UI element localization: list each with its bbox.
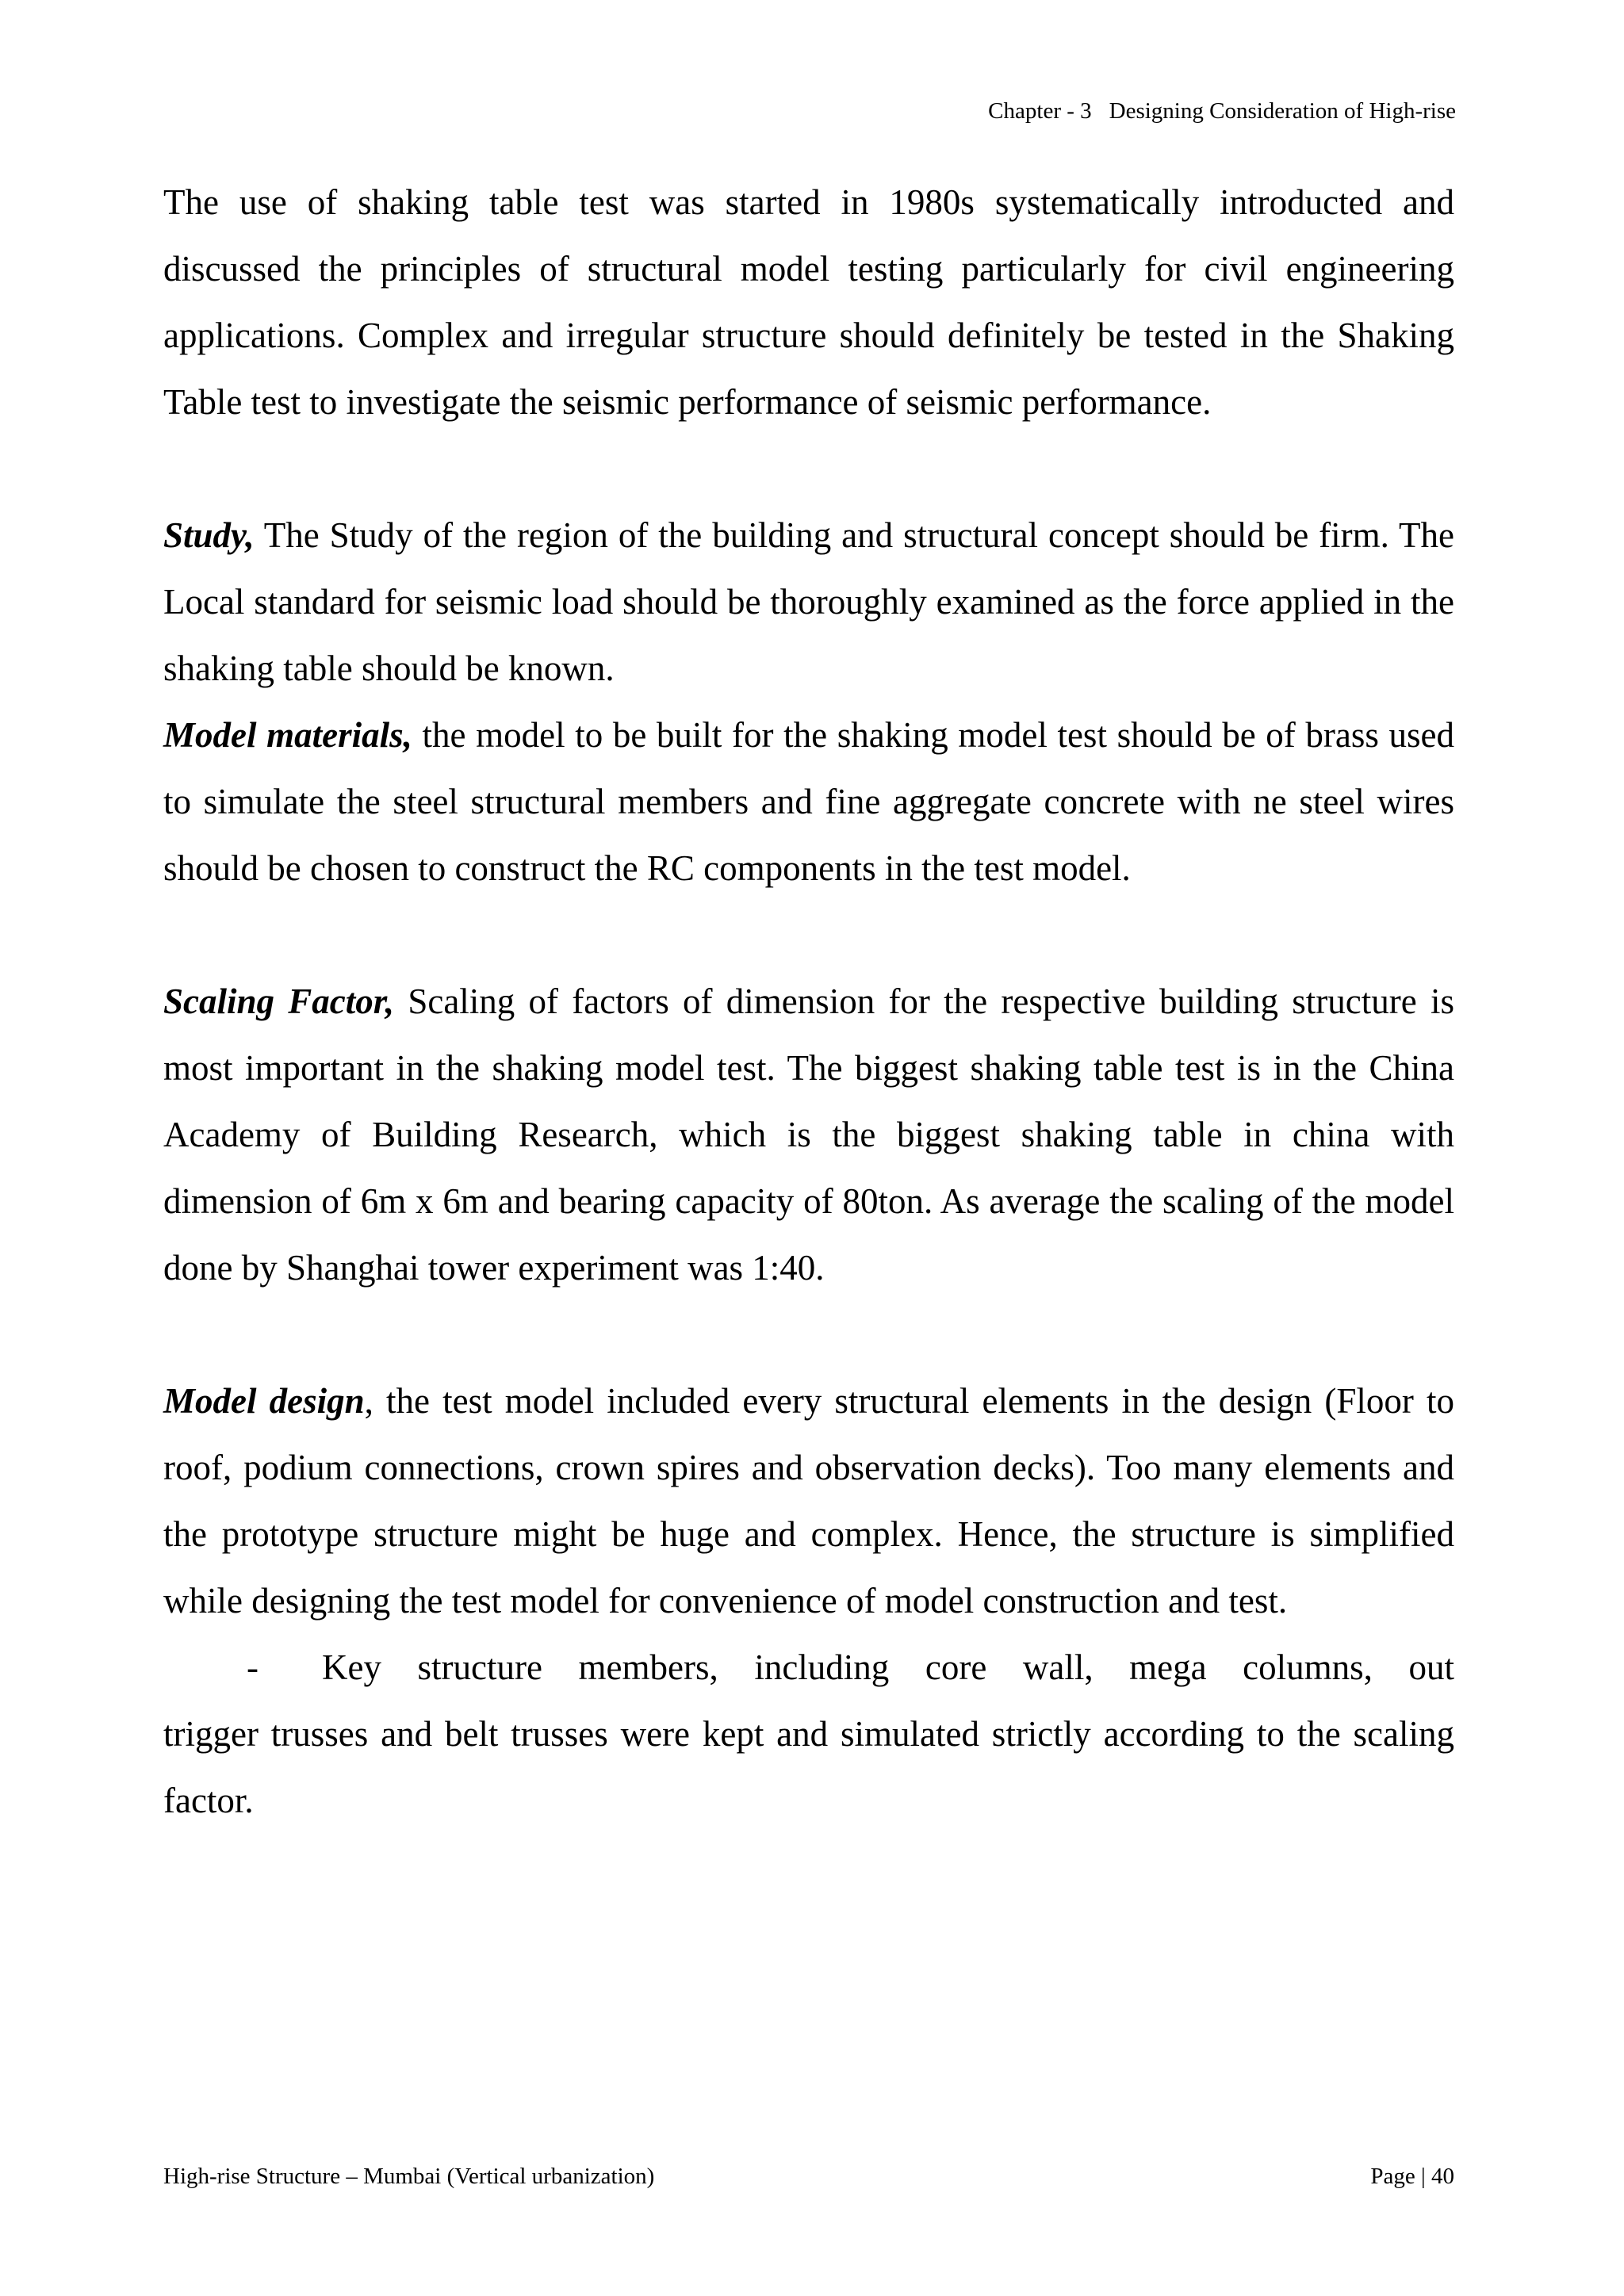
body-text (163, 169, 1454, 1834)
scaling-factor-lead: Scaling Factor, (163, 982, 395, 1021)
page-number: Page | 40 (1370, 2164, 1454, 2189)
footer-title: High-rise Structure – Mumbai (Vertical urbanization) (163, 2164, 655, 2189)
running-header (988, 97, 1456, 125)
bullet-continuation: trigger trusses and belt trusses were kept and simulated strictly according to the scaling factor. (163, 1714, 1454, 1820)
chapter-title: Designing Consideration of High-rise (1109, 98, 1456, 124)
scaling-factor-text: Scaling of factors of dimension for the respective building structure is most important in the shaking model test. The biggest shaking table test is in the China Academy of Building Research, which is the biggest shaking table in china with dimension of 6m x 6m and bearing capacity of 80ton. As average the scaling of the model done by Shanghai tower experiment was 1:40. (163, 982, 1454, 1288)
bullet-dash: - (247, 1647, 259, 1687)
study-text: The Study of the region of the building and structural concept should be firm. The Local standard for seismic load should be thoroughly examined as the force applied in the shaking table should be known. (163, 515, 1454, 688)
model-materials-paragraph (163, 702, 1454, 901)
model-design-paragraph (163, 1368, 1454, 1634)
bullet-item (163, 1634, 1454, 1701)
scaling-factor-paragraph (163, 968, 1454, 1301)
chapter-label: Chapter - 3 (988, 98, 1092, 124)
running-footer (163, 2162, 1454, 2191)
model-design-lead: Model design (163, 1381, 365, 1421)
model-materials-text: the model to be built for the shaking model test should be of brass used to simulate the steel structural members and fine aggregate concrete with ne steel wires should be chosen to construct the RC components in the test model. (163, 715, 1455, 888)
bullet-first-line: Key structure members, including core wall, mega columns, out (322, 1647, 1454, 1687)
model-materials-lead: Model materials, (163, 715, 412, 755)
intro-paragraph: The use of shaking table test was started in 1980s systematically introducted and discussed the principles of structural model testing particularly for civil engineering applications. Complex and irregular structure should definitely be tested in the Shaking Table test to investigate the seismic performance of seismic performance. (163, 182, 1454, 422)
study-paragraph (163, 502, 1454, 702)
study-lead: Study, (163, 515, 255, 555)
model-design-text: , the test model included every structural elements in the design (Floor to roof, podium connections, crown spires and observation decks). Too many elements and the prototype structure might be huge and complex. Hence, the structure is simplified while designing the test model for convenience of model construction and test. (163, 1381, 1454, 1621)
